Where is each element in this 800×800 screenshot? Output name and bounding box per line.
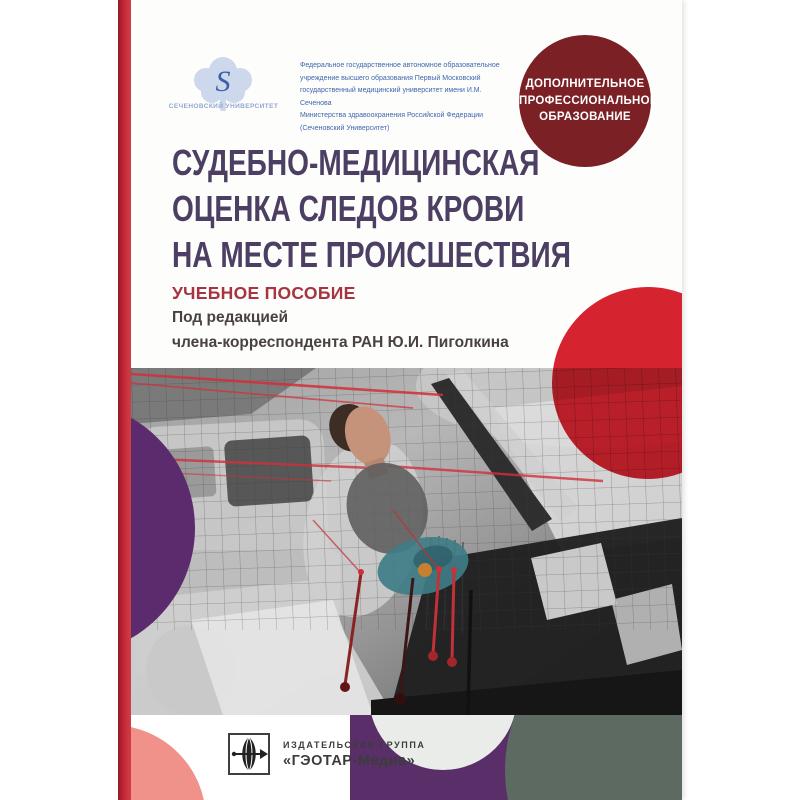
editor-label: Под редакцией <box>172 309 289 326</box>
institution-line: (Сеченовский Университет) <box>300 124 390 132</box>
footer-salmon-circle <box>131 725 206 800</box>
institution-text <box>300 60 515 136</box>
footer-green-circle <box>505 715 682 800</box>
editor-name: члена-корреспондента РАН Ю.И. Пиголкина <box>172 334 509 351</box>
publisher-text <box>283 740 426 769</box>
book-spine <box>118 0 131 800</box>
badge-line: ПРОФЕССИОНАЛЬНОЕ <box>519 94 658 107</box>
institution-line: учреждение высшего образования Первый Московский <box>300 74 481 82</box>
book <box>118 0 682 800</box>
publisher-logo <box>228 733 426 775</box>
institution-line: Министерства здравоохранения Российской Федерации <box>300 112 484 120</box>
title-line: ОЦЕНКА СЛЕДОВ КРОВИ <box>172 188 525 229</box>
university-logo-caption: СЕЧЕНОВСКИЙ УНИВЕРСИТЕТ <box>168 103 279 110</box>
book-subtitle: УЧЕБНОЕ ПОСОБИЕ <box>172 283 356 303</box>
title-line: НА МЕСТЕ ПРОИСШЕСТВИЯ <box>172 234 571 275</box>
book-title <box>172 140 682 278</box>
svg-text:S: S <box>215 65 231 98</box>
cover-footer <box>131 715 682 800</box>
title-line: СУДЕБНО-МЕДИЦИНСКАЯ <box>172 142 540 183</box>
publisher-name: «ГЭОТАР-Медиа» <box>283 752 416 769</box>
institution-line: Федеральное государственное автономное образовательное <box>300 62 500 69</box>
publisher-group-label: ИЗДАТЕЛЬСКАЯ ГРУППА <box>283 739 426 750</box>
institution-line: государственный медицинский университет имени И.М. Сеченова <box>300 87 482 107</box>
geotar-globe-icon <box>228 733 270 775</box>
badge-line: ДОПОЛНИТЕЛЬНОЕ <box>525 78 645 91</box>
front-cover <box>131 0 682 800</box>
badge-line: ОБРАЗОВАНИЕ <box>539 111 631 124</box>
